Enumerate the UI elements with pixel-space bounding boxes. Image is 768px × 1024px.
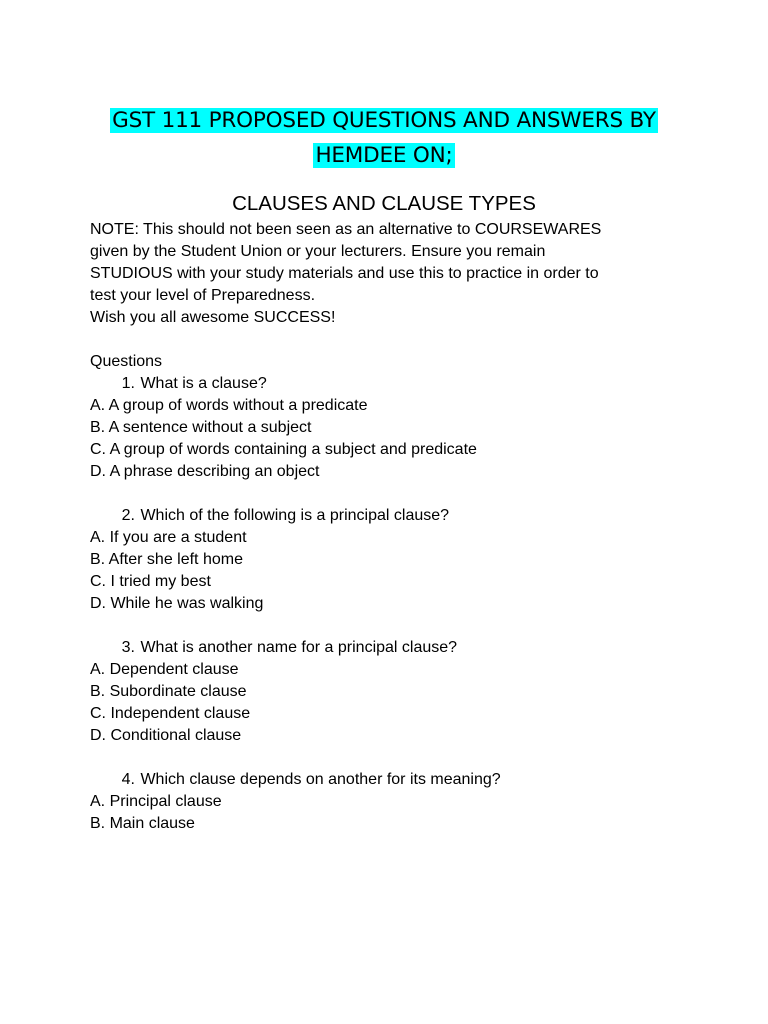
question-text (135, 507, 449, 524)
question-text-content: What is a clause? (140, 375, 267, 392)
spacer (90, 483, 710, 505)
question-number: 2. (121, 507, 135, 524)
option: A. If you are a student (90, 529, 247, 546)
question-number: 4. (121, 771, 135, 788)
option: A. A group of words without a predicate (90, 397, 368, 414)
question-text-content: What is another name for a principal clause? (140, 639, 458, 656)
question-text (135, 639, 457, 656)
spacer (90, 329, 710, 351)
question-block (90, 769, 710, 835)
title-line-2: HEMDEE ON; (315, 143, 453, 168)
option: B. After she left home (90, 551, 243, 568)
option: C. A group of words containing a subject and predicate (90, 441, 477, 458)
question-line (90, 373, 710, 395)
note-line: NOTE: This should not been seen as an alternative to COURSEWARES (90, 221, 602, 238)
option: B. A sentence without a subject (90, 419, 312, 436)
option: B. Main clause (90, 815, 195, 832)
note-line: test your level of Preparedness. (90, 287, 316, 304)
option: C. I tried my best (90, 573, 211, 590)
document-body (90, 219, 710, 835)
section-heading: CLAUSES AND CLAUSE TYPES (232, 192, 536, 215)
spacer (90, 747, 710, 769)
question-block (90, 637, 710, 747)
question-line (90, 769, 710, 791)
question-number: 3. (121, 639, 135, 656)
option: D. Conditional clause (90, 727, 242, 744)
option: D. While he was walking (90, 595, 264, 612)
note-line: given by the Student Union or your lecturers. Ensure you remain (90, 243, 546, 260)
question-text (135, 375, 267, 392)
note-line: STUDIOUS with your study materials and use this to practice in order to (90, 265, 599, 282)
title-line-1: GST 111 PROPOSED QUESTIONS AND ANSWERS BY (112, 108, 656, 133)
option: C. Independent clause (90, 705, 251, 722)
option: B. Subordinate clause (90, 683, 247, 700)
questions-label: Questions (90, 353, 163, 370)
question-number: 1. (121, 375, 135, 392)
note-block (90, 219, 710, 329)
question-line (90, 637, 710, 659)
question-block (90, 505, 710, 615)
option: D. A phrase describing an object (90, 463, 320, 480)
question-line (90, 505, 710, 527)
note-line: Wish you all awesome SUCCESS! (90, 309, 336, 326)
question-text (135, 771, 501, 788)
option: A. Principal clause (90, 793, 222, 810)
question-block (90, 373, 710, 483)
document-title (60, 103, 708, 173)
question-text-content: Which clause depends on another for its meaning? (140, 771, 501, 788)
option: A. Dependent clause (90, 661, 239, 678)
spacer (90, 615, 710, 637)
question-text-content: Which of the following is a principal clause? (140, 507, 450, 524)
